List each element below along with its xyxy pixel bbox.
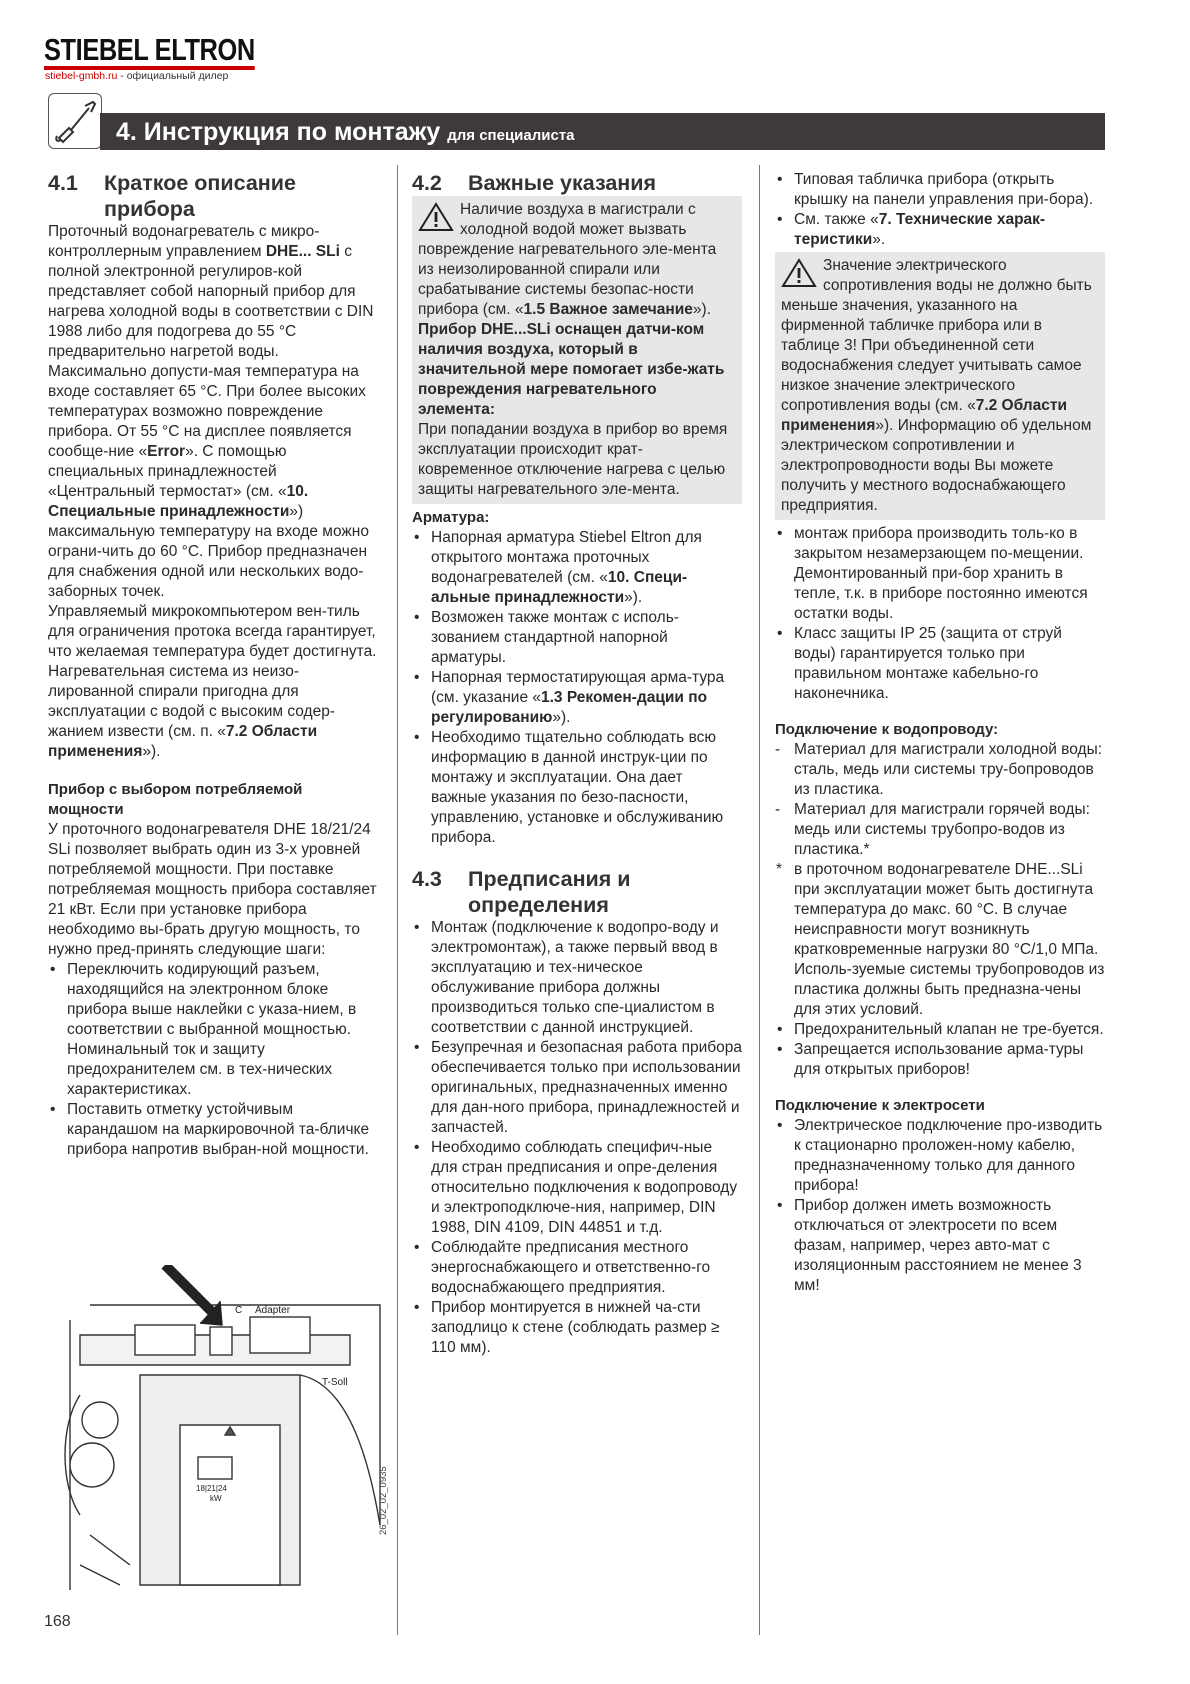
c-label: C bbox=[235, 1305, 243, 1316]
list-item: • Монтаж (подключение к водопро-воду и электромонтаж), а также первый ввод в эксплуатацию и тех-ническое обслуживание прибора должны производиться только спе-циалистом в соответствии с данной инструкцией. bbox=[412, 918, 742, 1038]
list-item: • Прибор должен иметь возможность отключаться от электросети по всем фазам, например, через авто-мат с изоляционным расстоянием не менее 3 мм! bbox=[775, 1196, 1105, 1296]
chapter-title: 4. Инструкция по монтажу для специалиста bbox=[116, 118, 575, 146]
list-item: • Напорная термостатирующая арма-тура (см. указание «1.3 Рекомен-дации по регулированию»). bbox=[412, 668, 742, 728]
chapter-subtitle: для специалиста bbox=[447, 127, 575, 144]
list-item: • Соблюдайте предписания местного энергоснабжающего и ответственно-го водоснабжающего предприятия. bbox=[412, 1238, 742, 1298]
list-item: • Переключить кодирующий разъем, находящийся на электронном блоке прибора выше наклейки с указа-нием, в соответствии с выбранной мощностью. Номинальный ток и защиту предохранителем см. в тех-нических характеристиках. bbox=[48, 960, 378, 1100]
paragraph: У проточного водонагревателя DHE 18/21/24 SLi позволяет выбрать один из 3-х уровней потребляемой мощности. При поставке потребляемая мощность прибора составляет 21 кВт. Если при установке прибора необходимо вы-брать другую мощность, то нужно пред-принять следующие шаги: bbox=[48, 821, 377, 958]
list-item: • Возможен также монтаж с исполь-зованием стандартной напорной арматуры. bbox=[412, 608, 742, 668]
adapter-label: Adapter bbox=[255, 1305, 291, 1316]
brand-logo: STIEBEL ELTRON bbox=[44, 34, 255, 70]
column-1 bbox=[48, 170, 378, 1160]
electric-connection-heading: Подключение к электросети bbox=[775, 1097, 985, 1114]
warning-box: Значение электрического сопротивления воды не должно быть меньше значения, указанного на фирменной табличке прибора или в таблице 3! При объединенной сети водоснабжения следует учитывать самое низкое значение электрического сопротивления воды (см. «7.2 Области применения»). Информацию об удельном электрическом сопротивлении и электропроводности воды Вы можете получить у местного водоснабжающего предприятия. bbox=[775, 252, 1105, 520]
list-item: • См. также «7. Технические харак-теристики». bbox=[775, 210, 1105, 250]
paragraph: Нагревательная система из неизо-лированной спирали пригодна для эксплуатации с водой с высоким содер-жанием извести (см. п. «7.2 Области применения»). bbox=[48, 663, 336, 760]
section-4-1-heading: 4.1 Краткое описание прибора bbox=[48, 171, 296, 221]
column-2 bbox=[412, 170, 742, 1358]
site-link[interactable]: stiebel-gmbh.ru bbox=[45, 70, 118, 82]
t-soll-label: T-Soll bbox=[322, 1377, 348, 1388]
paragraph: Управляемый микрокомпьютером вен-тиль для ограничения протока всегда гарантирует, что желаемая температура будет достигнута. bbox=[48, 603, 377, 660]
list-item: • Прибор монтируется в нижней ча-сти заподлицо к стене (соблюдать размер ≥ 110 мм). bbox=[412, 1298, 742, 1358]
section-4-3-heading: 4.3 Предписания и определения bbox=[412, 867, 631, 917]
list-item: • Поставить отметку устойчивым карандашом на маркировочной та-бличке прибора напротив выбран-ной мощности. bbox=[48, 1100, 378, 1160]
column-3 bbox=[775, 170, 1105, 1296]
list-item: • Запрещается использование арма-туры для открытых приборов! bbox=[775, 1040, 1105, 1080]
power-heading: Прибор с выбором потребляемой мощности bbox=[48, 781, 303, 818]
warning-icon bbox=[781, 258, 817, 288]
footnote: * в проточном водонагревателе DHE...SLi при эксплуатации может быть достигнута температура до макс. 60 °C. В случае неисправности могут возникнуть кратковременные нагрузки 80 °C/1,0 МПа. Исполь-зуемые системы трубопроводов из пластика должны быть предназна-чены для этих условий. bbox=[775, 860, 1105, 1020]
list-item: • Необходимо соблюдать специфич-ные для стран предписания и опре-деления относительно подключения к водопроводу и электроподключе-ния, например, DIN 1988, DIN 4109, DIN 44851 и т.д. bbox=[412, 1138, 742, 1238]
dealer-text: - официальный дилер bbox=[117, 70, 229, 82]
paragraph: Проточный водонагреватель с микро-контроллерным управлением DHE... SLi с полной электронной регулиров-кой представляет собой напорный прибор для нагрева холодной воды в соответствии с DIN 1988 либо для подогрева до 55 °C предварительно нагретой воды. Максимально допусти-мая температура на входе составляет 65 °C. При более высоких температурах возможно повреждение прибора. От 55 °C на дисплее появляется сообще-ние «Error». С помощью специальных принадлежностей «Центральный термостат» (см. «10. Специальные принадлежности») максимальную температуру на входе можно ограни-чить до 60 °C. Прибор предназначен для снабжения одной или нескольких водо-заборных точек. bbox=[48, 223, 374, 600]
list-item: - Материал для магистрали холодной воды: сталь, медь или системы тру-бопроводов из пластика. bbox=[775, 740, 1105, 800]
kw-label: 18|21|24 bbox=[196, 1484, 227, 1493]
list-item: • Необходимо тщательно соблюдать всю информацию в данной инструк-ции по монтажу и эксплуатации. Она дает важные указания по безо-пасности, управлению, установке и обслуживанию прибора. bbox=[412, 728, 742, 848]
figure-code: 26_02_02_0935 bbox=[378, 1466, 389, 1535]
list-item: • Типовая табличка прибора (открыть крышку на панели управления при-бора). bbox=[775, 170, 1105, 210]
list-item: • монтаж прибора производить толь-ко в закрытом незамерзающем по-мещении. Демонтированный при-бор хранить в тепле, т.к. в приборе постоянно имеются остатки воды. bbox=[775, 524, 1105, 624]
page-number: 168 bbox=[44, 1613, 71, 1630]
kw-unit-label: kW bbox=[210, 1494, 222, 1503]
dealer-line bbox=[45, 70, 228, 82]
armatura-heading: Арматура: bbox=[412, 509, 490, 526]
list-item: • Электрическое подключение про-изводить к стационарно проложен-ному кабелю, предназначенному только для данного прибора! bbox=[775, 1116, 1105, 1196]
list-item: • Предохранительный клапан не тре-буется. bbox=[775, 1020, 1105, 1040]
column-divider bbox=[759, 165, 760, 1635]
section-4-2-heading: 4.2 Важные указания bbox=[412, 171, 657, 195]
water-connection-heading: Подключение к водопроводу: bbox=[775, 721, 999, 738]
warning-icon bbox=[418, 202, 454, 232]
device-illustration bbox=[50, 1265, 390, 1595]
list-item: • Безупречная и безопасная работа прибора обеспечивается только при использовании оригинальных, предназначенных именно для дан-ного прибора, принадлежностей и запчастей. bbox=[412, 1038, 742, 1138]
screwdriver-icon bbox=[48, 93, 102, 149]
chapter-banner bbox=[106, 113, 1105, 150]
warning-box: Наличие воздуха в магистрали с холодной водой может вызвать повреждение нагревательного эле-мента из неизолированной спирали или срабатывание системы безопас-ности прибора (см. «1.5 Важное замечание»). Прибор DHE...SLi оснащен датчи-ком наличия воздуха, который в значительной мере помогает избе-жать повреждения нагревательного элемента: При попадании воздуха в прибор во время эксплуатации происходит крат-ковременное отключение нагрева с целью защиты нагревательного эле-мента. bbox=[412, 196, 742, 504]
column-divider bbox=[397, 165, 398, 1635]
list-item: • Напорная арматура Stiebel Eltron для открытого монтажа проточных водонагревателей (см. «10. Специ-альные принадлежности»). bbox=[412, 528, 742, 608]
list-item: - Материал для магистрали горячей воды: медь или системы трубопро-водов из пластика.* bbox=[775, 800, 1105, 860]
list-item: • Класс защиты IP 25 (защита от струй воды) гарантируется только при правильном монтаже кабельно-го наконечника. bbox=[775, 624, 1105, 704]
